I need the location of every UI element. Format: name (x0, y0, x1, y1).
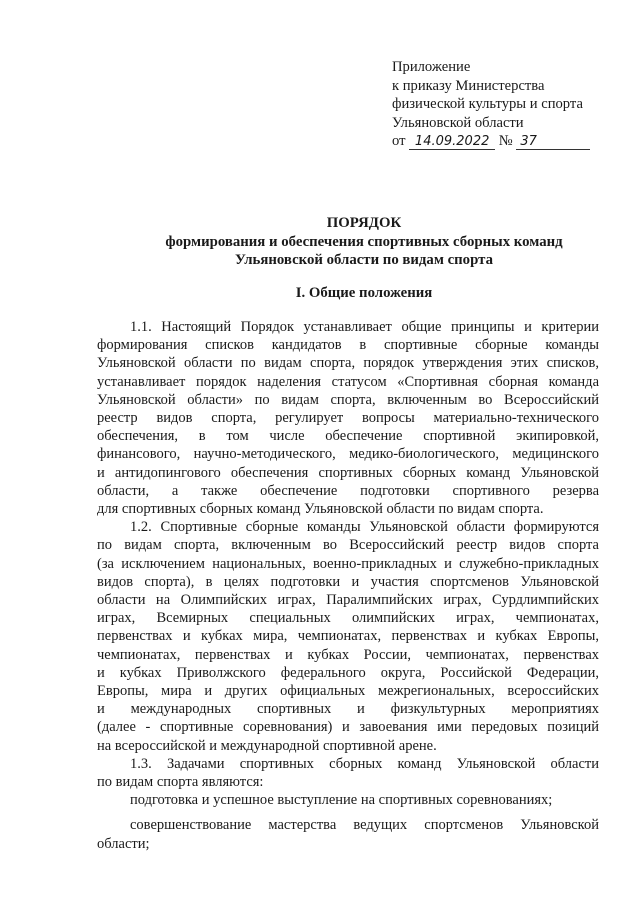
text-line: финансового, научно-методического, медико-биологического, медицинского (97, 446, 599, 463)
appendix-line: Приложение (392, 59, 471, 75)
text-line: формирования списков кандидатов в спортивные сборные команды (97, 337, 599, 354)
text-line: первенствах и кубках мира, чемпионатах, первенствах и кубках Европы, (97, 628, 599, 645)
text-line: Ульяновской области по видам спорта, порядок утверждения этих списков, (97, 355, 599, 372)
paragraph-1-1 (97, 318, 599, 518)
text-line: Ульяновской области» по видам спорта, включенным во Всероссийский (97, 391, 599, 408)
text-line: на всероссийской и международной спортивной арене. (97, 737, 437, 754)
text-line: Европы, мира и других официальных межрегиональных, всероссийских (97, 683, 599, 700)
paragraph-1-2 (97, 518, 599, 755)
appendix-block (392, 58, 622, 151)
handwritten-date: 14.09.2022 (409, 134, 495, 150)
text-line: по видам спорта являются: (97, 774, 264, 791)
handwritten-number: 37 (516, 134, 590, 150)
text-line: и кубках Приволжского федерального округа, Российской Федерации, (97, 664, 599, 681)
text-line: подготовка и успешное выступление на спортивных соревнованиях; (130, 792, 553, 809)
paragraph-gap (97, 809, 599, 816)
appendix-line: Ульяновской области (392, 114, 524, 131)
text-line: совершенствование мастерства ведущих спортсменов Ульяновской (130, 817, 599, 834)
text-line: и международных спортивных и физкультурных мероприятиях (97, 701, 599, 718)
text-line: (за исключением национальных, военно-прикладных и служебно-прикладных (97, 555, 599, 572)
document-title (96, 214, 632, 270)
text-line: 1.1. Настоящий Порядок устанавливает общие принципы и критерии (130, 319, 599, 335)
text-line: устанавливает порядок наделения статусом «Спортивная сборная команда (97, 373, 599, 390)
section-heading: I. Общие положения (295, 285, 433, 301)
date-prefix: от (392, 133, 406, 149)
text-line: видов спорта), в целях подготовки и участия спортсменов Ульяновской (97, 573, 599, 590)
text-line: по видам спорта, включенным во Всероссийский реестр видов спорта (97, 537, 599, 554)
text-line: (далее - спортивные соревнования) и завоевания ими передовых позиций (97, 719, 599, 736)
text-line: и антидопингового обеспечения спортивных сборных команд Ульяновской (97, 464, 599, 481)
paragraph-task-2 (97, 816, 599, 852)
text-line: играх, Всемирных специальных олимпийских играх, чемпионатах, (97, 610, 599, 627)
title-main: ПОРЯДОК (326, 215, 402, 231)
paragraph-task-1 (97, 791, 599, 809)
appendix-line: к приказу Министерства (392, 77, 545, 94)
title-line: формирования и обеспечения спортивных сборных команд (165, 233, 563, 250)
paragraph-1-3 (97, 755, 599, 791)
text-line: области; (97, 835, 150, 852)
title-line: Ульяновской области по видам спорта (235, 252, 493, 268)
appendix-date-line (392, 132, 622, 151)
text-line: области на Олимпийских играх, Паралимпийских играх, Сурдлимпийских (97, 592, 599, 609)
text-line: обеспечения, в том числе обеспечение спортивной экипировкой, (97, 428, 599, 445)
number-prefix: № (498, 133, 513, 149)
text-line: 1.3. Задачами спортивных сборных команд Ульяновской области (130, 755, 599, 772)
document-body (97, 318, 599, 853)
text-line: чемпионатах, первенствах и кубках России, чемпионатах, первенствах (97, 646, 599, 663)
text-line: области, а также обеспечение подготовки спортивного резерва (97, 482, 599, 499)
text-line: для спортивных сборных команд Ульяновской области по видам спорта. (97, 501, 544, 518)
text-line: 1.2. Спортивные сборные команды Ульяновской области формируются (130, 519, 599, 536)
text-line: реестр видов спорта, регулирует вопросы материально-технического (97, 410, 599, 427)
appendix-line: физической культуры и спорта (392, 96, 583, 112)
